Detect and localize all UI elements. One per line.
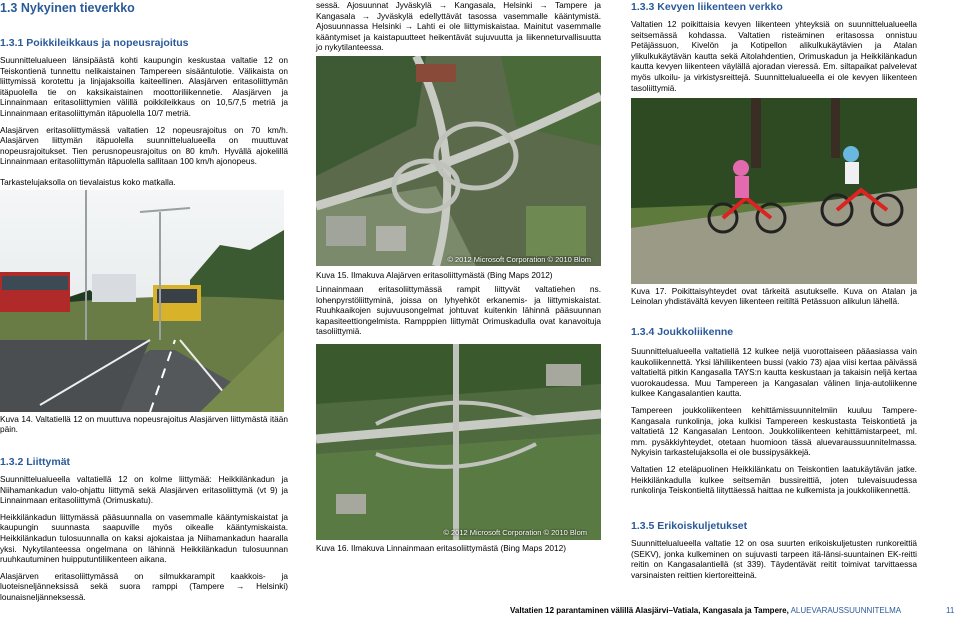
paragraph: Tarkastelujaksolla on tievalaistus koko matkalla. [0,176,176,187]
aerial-photo-linnainmaa [316,344,601,540]
subsection-heading-134: 1.3.4 Joukkoliikenne [631,326,734,338]
caption: Kuva 14. Valtatiellä 12 on muuttuva nopeusrajoitus Alasjärven liittymästä itään päin. [0,414,288,434]
caption-kuva-17 [631,286,917,312]
subsection-heading-133: 1.3.3 Kevyen liikenteen verkko [631,1,783,13]
caption-kuva-14 [0,414,288,440]
paragraph-linnainmaa [316,284,601,343]
paragraph: Valtatien 12 eteläpuolinen Heikkilänkatu on Teiskontien laatukäytävän jatke. Heikkilänkadulla kulkee seitsemän bussireittiä, joten tulevaisuudessa runkolinja Teiskontieltä liityttäessä haittaa ne kulkemista ja joukkoliikennettä. [631,463,917,496]
page-number: 11 [946,606,955,615]
section-132 [0,456,288,609]
paragraph: Valtatien 12 poikittaisia kevyen liikenteen yhteyksiä on suunnittelualueella seitsemässä kohdassa. Valtatien risteäminen eritasossa onnistuu Petäjässuon, Kivelön ja Kotipellon alikulkukäytävien ja Atalan ylikulkukäytävän kautta sekä Aitolahdentien, Orimuskadun ja Heikkilänkadun kautta kevyen liikenteen väylällä ajoradan vieressä. Em. siltapaikat palvelevat myös ulkoilu- ja virkistysreittejä. Suunnittelualueella ei ole kevyen liikenteen tasoliittymiä. [631,19,917,93]
cyclists-photo [631,98,917,284]
paragraph: Suunnittelualueella valtatiellä 12 kulkee neljä vuorottaiseen pääasiassa vain kaukoliikennettä. Yksi lähiliikenteen bussi (vakio 73) ajaa viisi kertaa päivässä valtatieltä pitkin Kangasalla TAYS:n kautta keskustaan ja takaisin neljä kertaa vuorokaudessa. Muu Tampereen ja Kangasalan välinen linja-autoliikenne kulkee Kangasalantien kautta. [631,346,917,399]
column-right [631,0,917,99]
map-credit: © 2012 Microsoft Corporation © 2010 Blom [443,528,587,537]
section-134 [631,326,917,502]
footer-title: Valtatien 12 parantaminen välillä Alasjärvi–Vatiala, Kangasala ja Tampere, [510,606,789,615]
subsection-heading-135: 1.3.5 Erikoiskuljetukset [631,520,748,532]
highway-photo [0,190,284,412]
paragraph: Suunnittelualueella valtatiellä 12 on kolme liittymää: Heikkilänkadun ja Niihamankadun valo-ohjattu liittymä sekä Alasjärven eritasoliittymä (vt 9) ja Linnainmaan eritasoliittymä (Orimuskatu). [0,474,288,506]
caption: Kuva 16. Ilmakuva Linnainmaan eritasoliittymästä (Bing Maps 2012) [316,543,566,553]
caption: Kuva 15. Ilmakuva Alajärven eritasoliittymästä (Bing Maps 2012) [316,270,553,280]
column-middle [316,0,601,59]
section-135 [631,520,917,586]
paragraph: Heikkilänkadun liittymässä pääsuunnalla on vasemmalle kääntymiskaistat ja kaupungin suunnasta saapuville myös oikealle kääntymiskaista. Heikkilänkadun tulosuunnalla on kaksi ajokaistaa ja Niihamankadun haaralla yksi. Nykytilanteessa ongelmana on lähinnä Heikkilänkadun tulosuunnan ruuhkautuminen huipputuntiliikenteen aikana. [0,511,288,565]
paragraph: Suunnittelualueella valtatie 12 on osa suurten erikoiskuljetusten runkoreittiä (SEKV), jonka kulkeminen on sujuvasti tarpeen itä-länsi-suuntainen EK-reitti reitin on Kangasalantiellä (st 339). Täydentävät reitit toimivat tarvittaessa varsinaisten reittien kiertoreitteinä. [631,538,917,580]
caption: Kuva 17. Poikittaisyhteydet ovat tärkeitä asutukselle. Kuva on Atalan ja Leinolan yhdistävältä kevyen liikenteen reitiltä Petässuon alikulun lähellä. [631,286,917,306]
subsection-heading-132: 1.3.2 Liittymät [0,456,71,468]
section-heading: 1.3 Nykyinen tieverkko [0,1,135,15]
paragraph: Alasjärven eritasoliittymässä valtatien 12 nopeusrajoitus on 70 km/h. Alasjärven liittymän itäpuolella suunnittelualueella on muuttuvat nopeusrajoitukset. Tien perusnopeusrajoitus on 80 km/h. Hyvällä ajokelillä Linnainmaan eritasoliittymän itäpuolella sallitaan 100 km/h ajonopeus. [0,124,288,167]
paragraph: Suunnittelualueen länsipäästä kohti kaupungin keskustaa valtatie 12 on Teiskontienä tunnettu nelikaistainen Tampereen sisääntulotie. Välikaista on liittymissä korotettu ja linjajaksoilla kaiteellinen. Alasjärven eritasoliittymän itäpuolella tie on kaksikaistainen moottoriliikennetie. Alasjärven ja Linnainmaan eritasoliittymien välillä poikkileikkaus on 10,5/7,5 metriä ja Linnainmaan eritasoliittymän itäpuolella 10/7 metriä. [0,55,288,118]
paragraph: Alasjärven eritasoliittymässä on silmukkarampit kaakkois- ja luoteisneljänneksissä sekä suora ramppi (Tampere → Helsinki) lounaisneljänneksessä. [0,570,288,602]
footer-doc-type: ALUEVARAUSSUUNNITELMA [790,606,902,615]
caption-kuva-16 [316,543,601,559]
page-footer [510,606,950,616]
paragraph: Linnainmaan eritasoliittymässä rampit liittyvät valtatiehen ns. lohenpyrstöliittyminä, joissa on lyhyehköt erkanemis- ja liittymiskaistat. Ruuhkaaikojen sujuvuusongelmat johtuvat kuitenkin lähinnä pääsuunnan kapasiteettiongelmista. Rampppien liittymät Orimuskadulla ovat kanavoituja tasoliittymiä. [316,284,601,337]
paragraph: Tampereen joukkoliikenteen kehittämissuunnitelmiin kuuluu Tampere-Kangasala runkolinja, joka kulkisi Tampereen keskustasta Teiskontietä ja valtatietä 12 Kangasalan Lentoon. Joukkoliikenteen kehittämistarpeet, ml. mm. pysäkkiyhteydet, otetaan huomioon tässä aluevaraussuunnitelmassa. Nykyisin tarkastelujaksolla ei ole bussipysäkkejä. [631,404,917,458]
subsection-heading-131: 1.3.1 Poikkileikkaus ja nopeusrajoitus [0,37,189,49]
map-credit: © 2012 Microsoft Corporation © 2010 Blom [447,255,591,264]
paragraph: sessä. Ajosuunnat Jyväskylä → Kangasala, Helsinki → Tampere ja Kangasala → Jyväskylä edellyttävät tasossa vasemmalle kääntymistä. Ajosuunnassa Helsinki → Lahti ei ole liittymiskaistaa. Mainitut vasemmalle kääntymiset ja kaistapuutteet heikentävät sujuvuutta ja liikenneturvallisuutta jo nykytilanteessa. [316,0,601,53]
aerial-photo-alasjarvi [316,56,601,266]
column-left [0,0,288,602]
